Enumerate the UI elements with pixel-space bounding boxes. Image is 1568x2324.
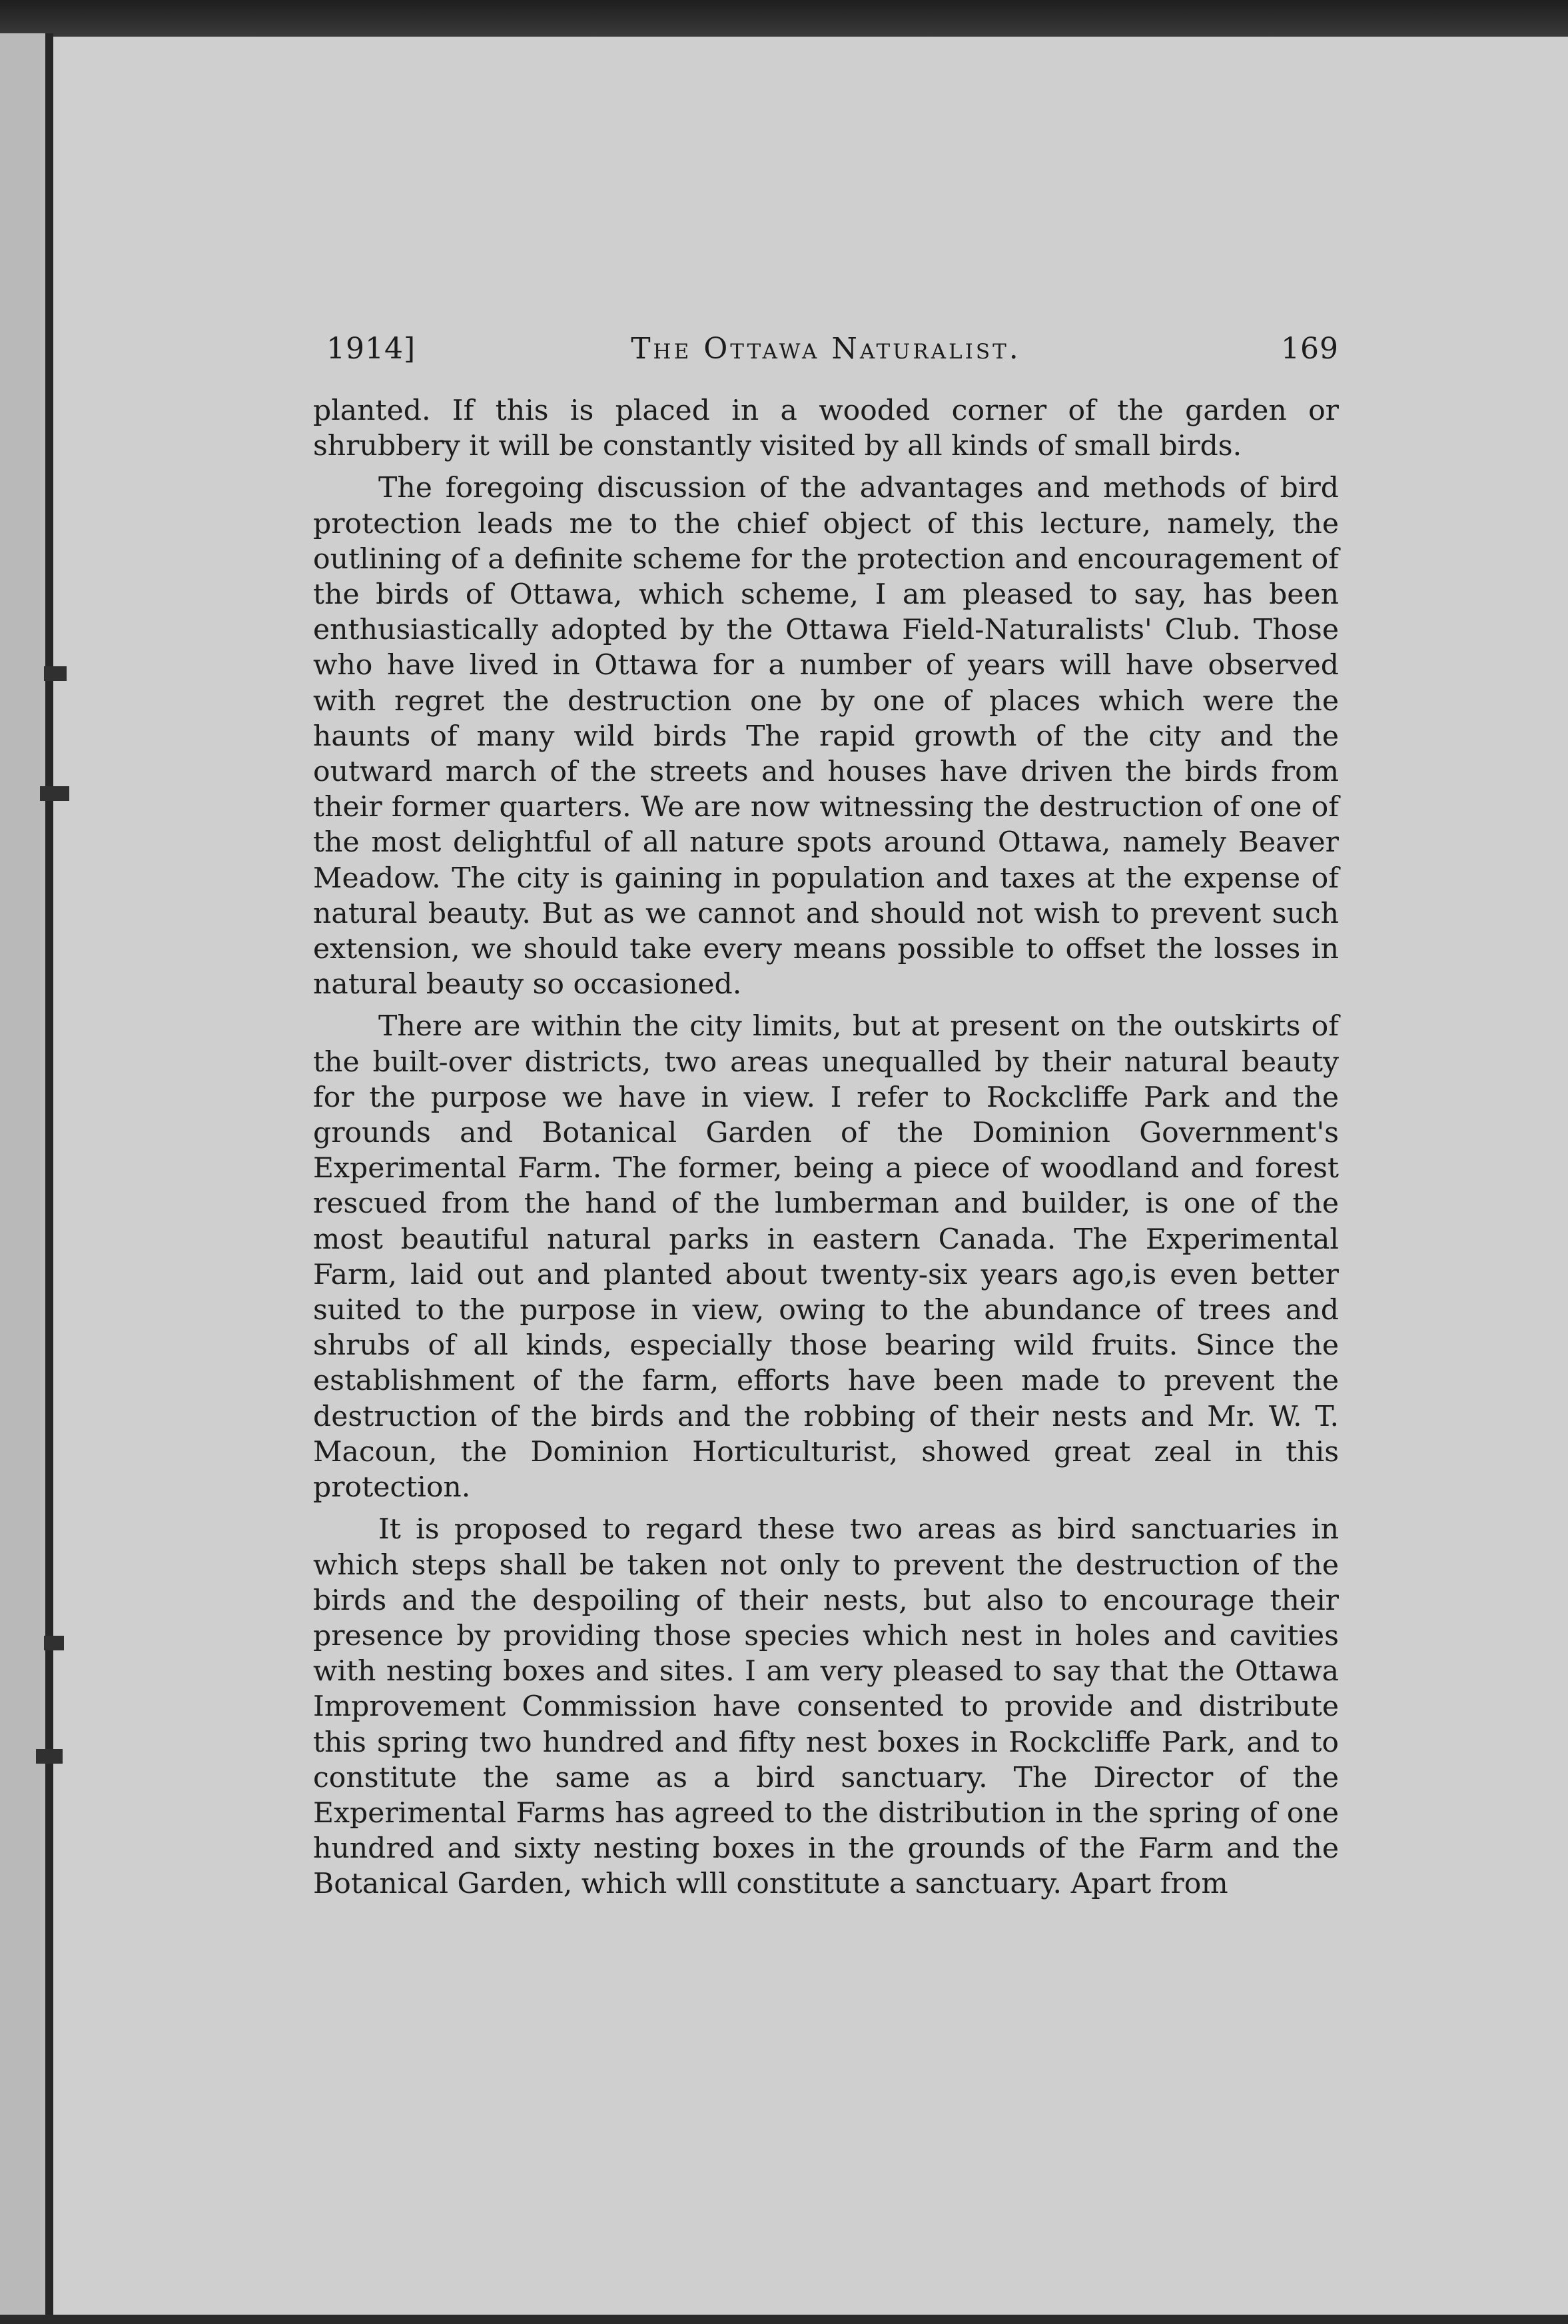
scan-bottom-border [0,2315,1568,2324]
journal-title: The Ottawa Naturalist. [631,332,1021,366]
paragraph: The foregoing discussion of the advantages and methods of bird protection leads me to the chief object of this lecture, namely, the outlining of a definite scheme for the protection and encouragement of the birds of Ottawa, which scheme, I am pleased to say, has been enthusiastically adopted by the Ottawa Field-Naturalists' Club. Those who have lived in Ottawa for a number of years will have observed with regret the destruction one by one of places which were the haunts of many wild birds The rapid growth of the city and the outward march of the streets and houses have driven the birds from their former quarters. We are now witnessing the destruction of one of the most delightful of all nature spots around Ottawa, namely Beaver Meadow. The city is gaining in population and taxes at the expense of natural beauty. But as we cannot and should not wish to prevent such extension, we should take every means possible to offset the losses in natural beauty so occasioned. [313,472,1339,1001]
binding-mark [40,786,69,801]
paragraph: planted. If this is placed in a wooded corner of the garden or shrubbery it will be constantly visited by all kinds of small birds. [313,394,1339,463]
paragraph: It is proposed to regard these two areas as bird sanctuaries in which steps shall be taken not only to prevent the destruction of the birds and the despoiling of their nests, but also to encourage their presence by providing those species which nest in holes and cavities with nesting boxes and sites. I am very pleased to say that the Ottawa Improvement Commission have consented to provide and distribute this spring two hundred and fifty nest boxes in Rockcliffe Park, and to constitute the same as a bird sanctuary. The Director of the Experimental Farms has agreed to the distribution in the spring of one hundred and sixty nesting boxes in the grounds of the Farm and the Botanical Garden, which wlll constitute a sanctuary. Apart from [313,1513,1339,1901]
running-head [313,320,1339,373]
header-year: 1914] [326,332,416,366]
paragraph: There are within the city limits, but at present on the outskirts of the built-over districts, two areas unequalled by their natural beauty for the purpose we have in view. I refer to Rockcliffe Park and the grounds and Botanical Garden of the Dominion Government's Experimental Farm. The former, being a piece of woodland and forest rescued from the hand of the lumberman and builder, is one of the most beautiful natural parks in eastern Canada. The Experimental Farm, laid out and planted about twenty-six years ago,is even better suited to the purpose in view, owing to the abundance of trees and shrubs of all kinds, especially those bearing wild fruits. Since the establishment of the farm, efforts have been made to prevent the destruction of the birds and the robbing of their nests and Mr. W. T. Macoun, the Dominion Horticulturist, showed great zeal in this protection. [313,1010,1339,1504]
binding-mark [36,1749,63,1764]
binding-mark [44,1636,64,1650]
binding-edge [0,33,45,2324]
article-body [313,393,1339,1902]
binding-mark [44,666,67,681]
binding-rule [45,33,53,2324]
scan-top-border [0,0,1568,37]
book-page [313,320,1339,1909]
page-number: 169 [1281,332,1339,366]
